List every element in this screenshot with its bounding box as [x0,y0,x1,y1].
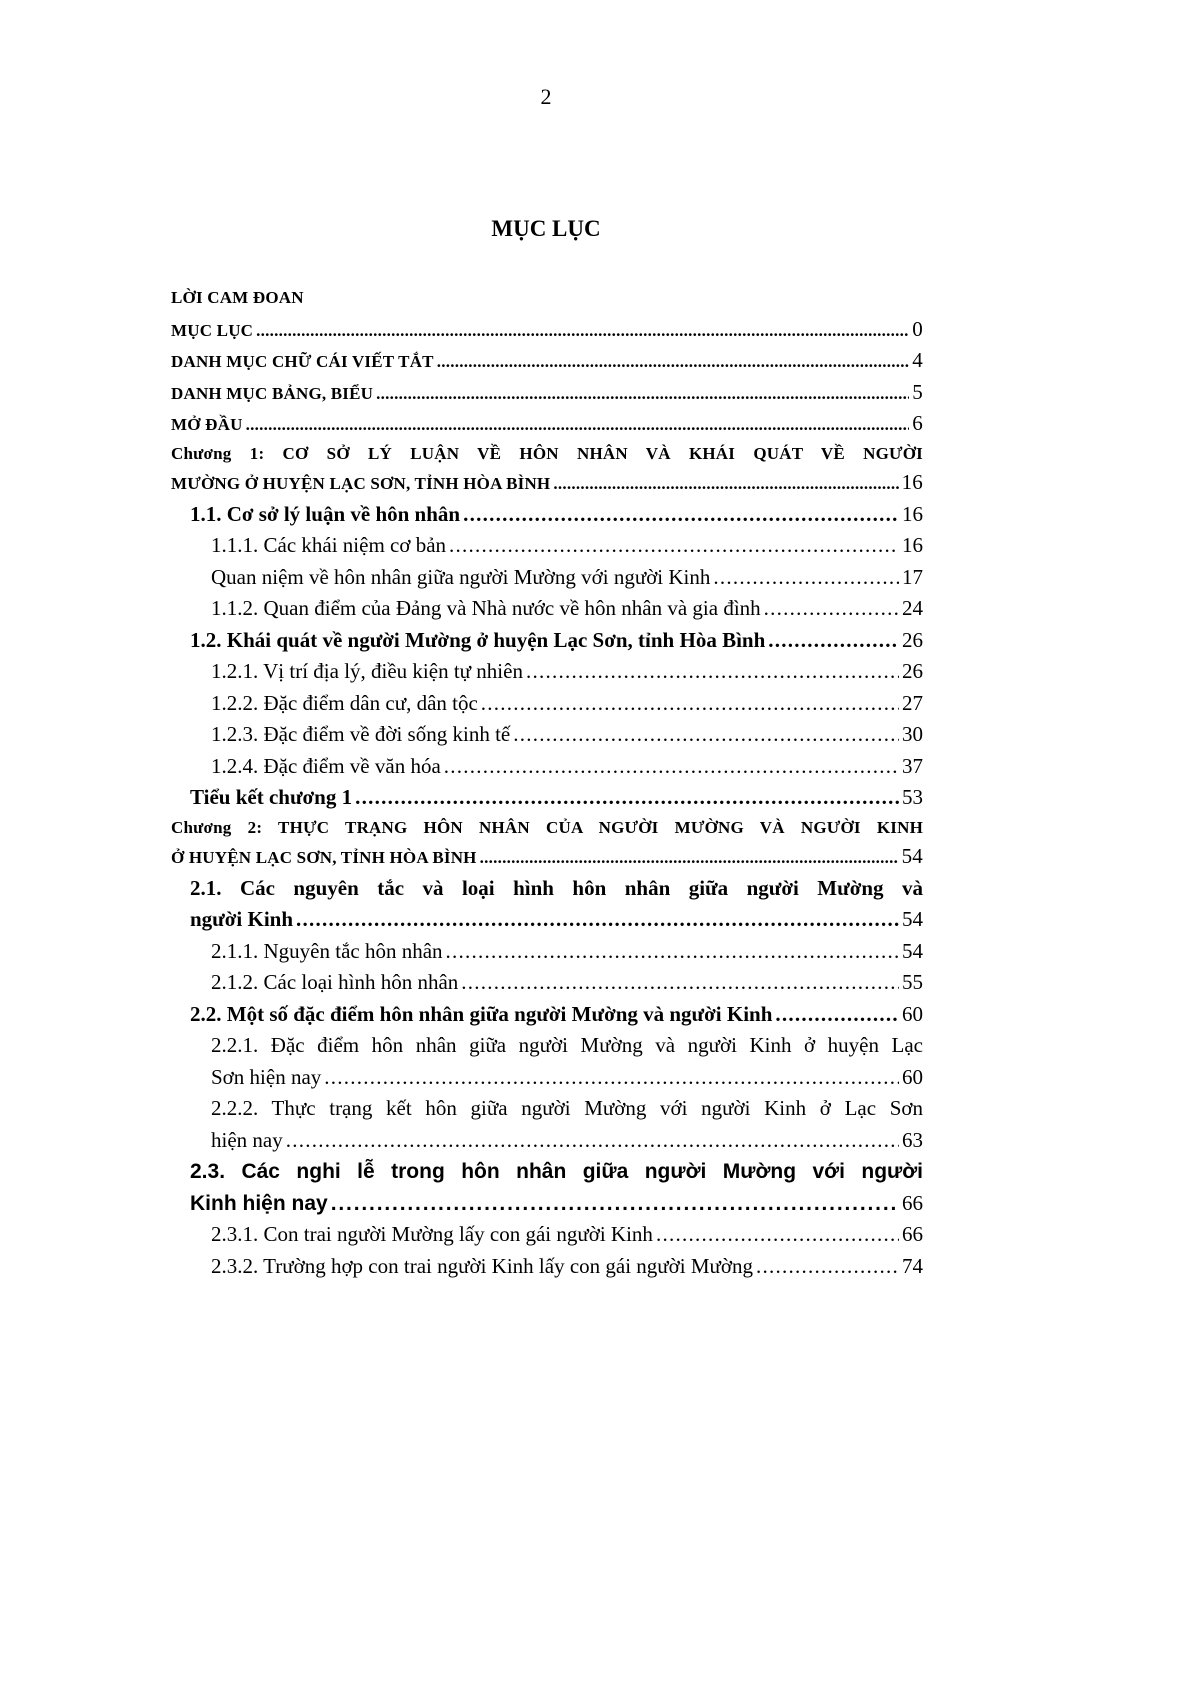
dot-leader [256,315,909,347]
toc-entry[interactable] [171,1093,923,1156]
toc-page-number: 16 [902,501,923,526]
dot-leader [296,904,899,936]
toc-entry[interactable] [171,751,923,783]
toc-entry-label: MỞ ĐẦU [171,415,243,434]
toc-entry-label: DANH MỤC CHỮ CÁI VIẾT TẮT [171,352,434,371]
dot-leader [446,936,899,968]
dot-leader [553,470,898,499]
toc-entry-label: 2.1.1. Nguyên tắc hôn nhân [211,938,443,963]
toc-page-number: 66 [902,1222,923,1246]
toc-entry[interactable] [171,1156,923,1219]
toc-page-number: 54 [902,938,923,963]
dot-leader [449,530,899,562]
toc-entry-label: Tiểu kết chương 1 [190,785,353,809]
toc-page-number: 30 [902,722,923,746]
toc-entry-line-2: Sơn hiện nay [211,1064,322,1089]
dot-leader [376,378,909,410]
toc-entry-label: 2.3.1. Con trai người Mường lấy con gái người Kinh [211,1222,653,1246]
dot-leader [756,1251,899,1283]
toc-page-number: 6 [912,411,923,435]
toc-entry[interactable] [171,1251,923,1283]
page-number: 2 [540,84,552,109]
dot-leader [480,844,899,873]
toc-page-number: 54 [902,907,923,931]
toc-entry[interactable] [171,530,923,562]
toc-entry[interactable] [171,936,923,968]
toc-entry-label: LỜI CAM ĐOAN [171,288,304,307]
toc-entry[interactable] [171,562,923,594]
toc-entry-label: 2.1.2. Các loại hình hôn nhân [211,970,459,994]
toc-page-number: 37 [902,753,923,778]
table-of-contents [171,282,923,1282]
dot-leader [246,409,910,441]
toc-entry[interactable] [171,719,923,751]
toc-entry-line-1: 2.3. Các nghi lễ trong hôn nhân giữa người Mường với người [190,1160,923,1183]
dot-leader [461,967,899,999]
toc-entry[interactable] [171,782,923,814]
toc-entry[interactable] [171,967,923,999]
dot-leader [713,562,899,594]
toc-entry-line-2: Ở HUYỆN LẠC SƠN, TỈNH HÒA BÌNH [171,848,477,867]
toc-entry[interactable] [171,625,923,657]
dot-leader [764,593,899,625]
toc-entry[interactable] [171,593,923,625]
dot-leader [481,688,899,720]
toc-page-number: 24 [902,596,923,620]
toc-page-number: 0 [912,316,923,341]
toc-entry-line-1: 2.2.1. Đặc điểm hôn nhân giữa người Mường và người Kinh ở huyện Lạc [211,1033,923,1057]
toc-page-number: 63 [902,1127,923,1152]
dot-leader [437,346,910,378]
toc-entry-label: 1.1.1. Các khái niệm cơ bản [211,533,447,557]
toc-entry[interactable] [171,1219,923,1251]
toc-entry-chapter-2[interactable] [171,814,923,873]
dot-leader [331,1188,899,1220]
toc-entry-chapter-1[interactable] [171,440,923,499]
toc-entry[interactable] [171,314,923,346]
toc-page-number: 26 [902,659,923,683]
toc-page-number: 60 [902,1001,923,1026]
toc-entry[interactable] [171,656,923,688]
toc-entry-line-2: Kinh hiện nay [190,1191,328,1215]
toc-entry[interactable] [171,408,923,440]
toc-entry-line-1: 2.1. Các nguyên tắc và loại hình hôn nhân giữa người Mường và [190,875,923,900]
dot-leader [526,656,899,688]
dot-leader [775,999,899,1031]
toc-page-number: 55 [902,970,923,994]
toc-entry[interactable] [171,999,923,1031]
toc-entry-label: DANH MỤC BẢNG, BIỂU [171,383,374,403]
toc-entry-label: MỤC LỤC [171,320,254,340]
dot-leader [513,719,899,751]
dot-leader [444,751,899,783]
toc-page-number: 74 [902,1253,923,1278]
toc-entry-line-1: Chương 2: THỰC TRẠNG HÔN NHÂN CỦA NGƯỜI MƯỜNG VÀ NGƯỜI KINH [171,817,923,837]
toc-entry-label: Quan niệm về hôn nhân giữa người Mường với người Kinh [211,564,711,589]
toc-page-number: 60 [902,1064,923,1089]
toc-page-number: 26 [902,627,923,652]
toc-page-number: 16 [902,533,923,557]
toc-entry-label: 2.2. Một số đặc điểm hôn nhân giữa người Mường và người Kinh [190,1001,773,1026]
toc-entry-label: 1.1. Cơ sở lý luận về hôn nhân [190,501,461,526]
dot-leader [286,1125,899,1157]
toc-entry-label: 1.2.3. Đặc điểm về đời sống kinh tế [211,722,511,746]
toc-entry[interactable] [171,377,923,409]
dot-leader [355,782,899,814]
toc-entry[interactable] [171,873,923,936]
toc-entry-line-1: 2.2.2. Thực trạng kết hôn giữa người Mường với người Kinh ở Lạc Sơn [211,1096,923,1120]
toc-entry-label: 1.2.1. Vị trí địa lý, điều kiện tự nhiên [211,659,523,683]
toc-entry-line-1: Chương 1: CƠ SỞ LÝ LUẬN VỀ HÔN NHÂN VÀ KHÁI QUÁT VỀ NGƯỜI [171,443,923,463]
toc-entry[interactable] [171,499,923,531]
toc-page-number: 5 [912,379,923,404]
toc-page-number: 66 [902,1190,923,1215]
toc-entry-line-2: MƯỜNG Ở HUYỆN LẠC SƠN, TỈNH HÒA BÌNH [171,474,551,493]
page-title: MỤC LỤC [491,216,601,241]
toc-page-number: 16 [901,470,923,494]
toc-entry-label: 1.2.2. Đặc điểm dân cư, dân tộc [211,690,478,715]
toc-entry[interactable] [171,282,923,314]
toc-entry-line-2: người Kinh [190,907,294,931]
toc-page-number: 53 [902,785,923,809]
toc-entry[interactable] [171,345,923,377]
toc-entry[interactable] [171,1030,923,1093]
toc-page-number: 4 [912,348,923,372]
toc-entry-label: 1.2.4. Đặc điểm về văn hóa [211,753,441,778]
toc-entry-label: 2.3.2. Trường hợp con trai người Kinh lấy con gái người Mường [211,1253,754,1278]
toc-entry-label: 1.1.2. Quan điểm của Đảng và Nhà nước về hôn nhân và gia đình [211,596,761,620]
toc-page-number: 17 [902,564,923,589]
toc-page-number: 54 [901,844,923,868]
toc-entry[interactable] [171,688,923,720]
toc-entry-label: 1.2. Khái quát về người Mường ở huyện Lạc Sơn, tỉnh Hòa Bình [190,627,766,652]
toc-page-number: 27 [902,690,923,715]
dot-leader [324,1062,899,1094]
dot-leader [768,625,899,657]
toc-entry-line-2: hiện nay [211,1127,283,1152]
dot-leader [656,1219,899,1251]
dot-leader [463,499,899,531]
